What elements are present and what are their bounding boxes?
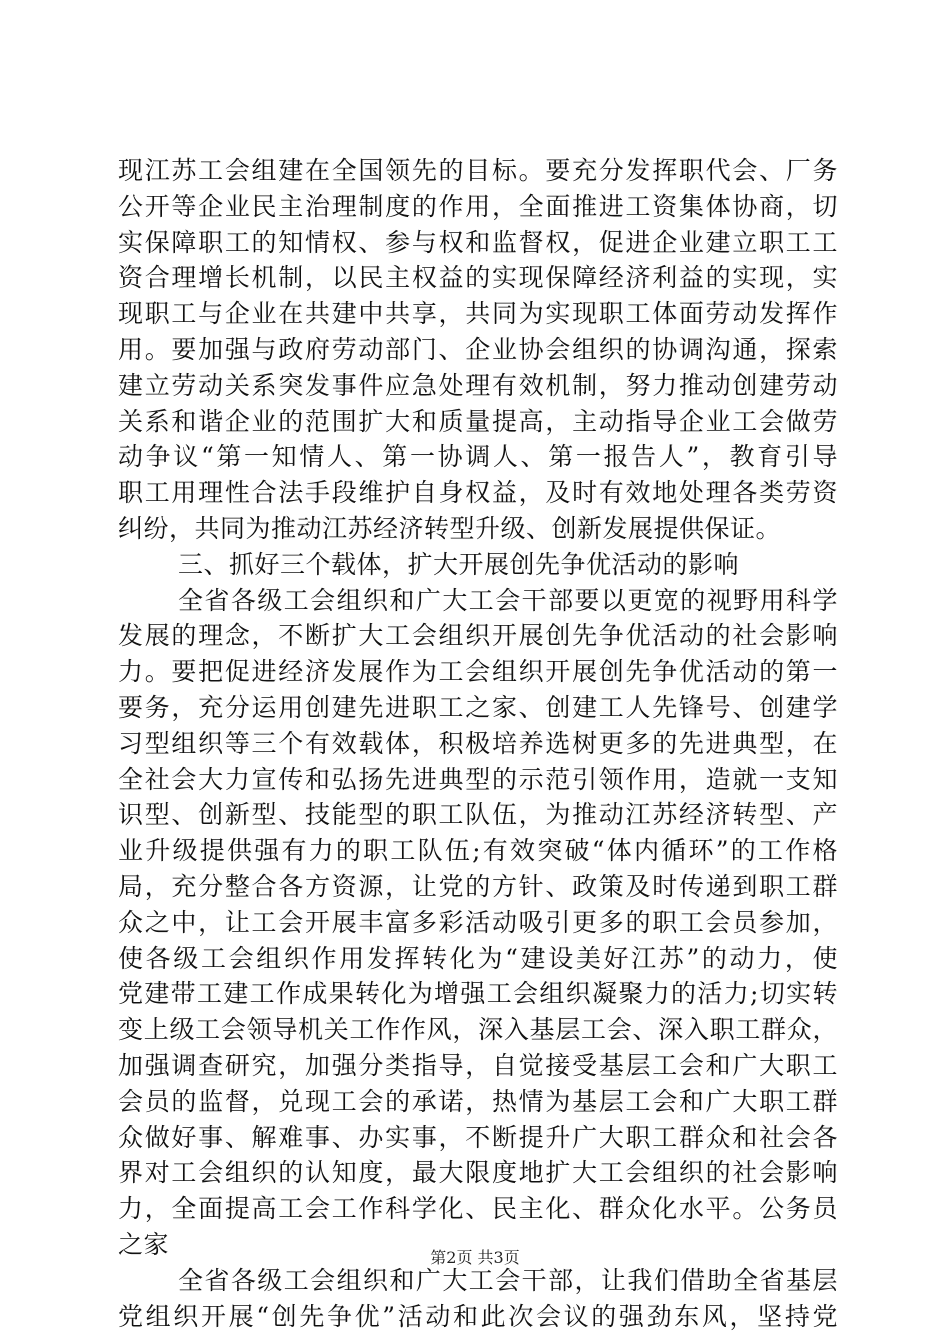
text-line: 众做好事、解难事、办实事，不断提升广大职工群众和社会各 [118,1122,838,1152]
text-line: 资合理增长机制，以民主权益的实现保障经济利益的实现，实 [118,263,838,293]
text-line: 使各级工会组织作用发挥转化为“建设美好江苏”的动力，使 [118,943,838,973]
text-line: 关系和谐企业的范围扩大和质量提高，主动指导企业工会做劳 [118,406,838,436]
text-line: 力，全面提高工会工作科学化、民主化、群众化水平。公务员 [118,1194,838,1224]
text-line: 局，充分整合各方资源，让党的方针、政策及时传递到职工群 [118,871,838,901]
text-line: 业升级提供强有力的职工队伍;有效突破“体内循环”的工作格 [118,836,838,866]
text-line: 全社会大力宣传和弘扬先进典型的示范引领作用，造就一支知 [118,764,838,794]
text-line: 变上级工会领导机关工作作风，深入基层工会、深入职工群众， [118,1015,838,1045]
document-body [118,153,838,1334]
text-line: 纠纷，共同为推动江苏经济转型升级、创新发展提供保证。 [118,513,782,543]
text-line: 加强调查研究，加强分类指导，自觉接受基层工会和广大职工 [118,1050,838,1080]
text-line: 力。要把促进经济发展作为工会组织开展创先争优活动的第一 [118,657,838,687]
text-line: 实保障职工的知情权、参与权和监督权，促进企业建立职工工 [118,227,838,257]
text-line: 识型、创新型、技能型的职工队伍，为推动江苏经济转型、产 [118,800,838,830]
text-line: 之家 [118,1229,170,1259]
text-line: 发展的理念，不断扩大工会组织开展创先争优活动的社会影响 [118,621,838,651]
text-line: 习型组织等三个有效载体，积极培养选树更多的先进典型，在 [118,728,838,758]
text-line: 公开等企业民主治理制度的作用，全面推进工资集体协商，切 [118,191,838,221]
section-heading: 三、抓好三个载体，扩大开展创先争优活动的影响 [178,549,740,579]
text-line: 建立劳动关系突发事件应急处理有效机制，努力推动创建劳动 [118,370,838,400]
text-line: 党建带工建工作成果转化为增强工会组织凝聚力的活力;切实转 [118,979,838,1009]
text-line: 全省各级工会组织和广大工会干部，让我们借助全省基层 [178,1265,838,1295]
text-line: 用。要加强与政府劳动部门、企业协会组织的协调沟通，探索 [118,334,838,364]
page-number-footer: 第2页 共3页 [430,1248,520,1267]
text-line: 全省各级工会组织和广大工会干部要以更宽的视野用科学 [178,585,838,615]
text-line: 众之中，让工会开展丰富多彩活动吸引更多的职工会员参加， [118,907,838,937]
text-line: 现职工与企业在共建中共享，共同为实现职工体面劳动发挥作 [118,299,838,329]
text-line: 要务，充分运用创建先进职工之家、创建工人先锋号、创建学 [118,692,838,722]
text-line: 党组织开展“创先争优”活动和此次会议的强劲东风，坚持党 [118,1301,838,1331]
text-line: 现江苏工会组建在全国领先的目标。要充分发挥职代会、厂务 [118,156,838,185]
text-line: 界对工会组织的认知度，最大限度地扩大工会组织的社会影响 [118,1158,838,1188]
text-line: 职工用理性合法手段维护自身权益，及时有效地处理各类劳资 [118,478,838,508]
text-line: 动争议“第一知情人、第一协调人、第一报告人”，教育引导 [118,442,838,472]
text-line: 会员的监督，兑现工会的承诺，热情为基层工会和广大职工群 [118,1086,838,1116]
